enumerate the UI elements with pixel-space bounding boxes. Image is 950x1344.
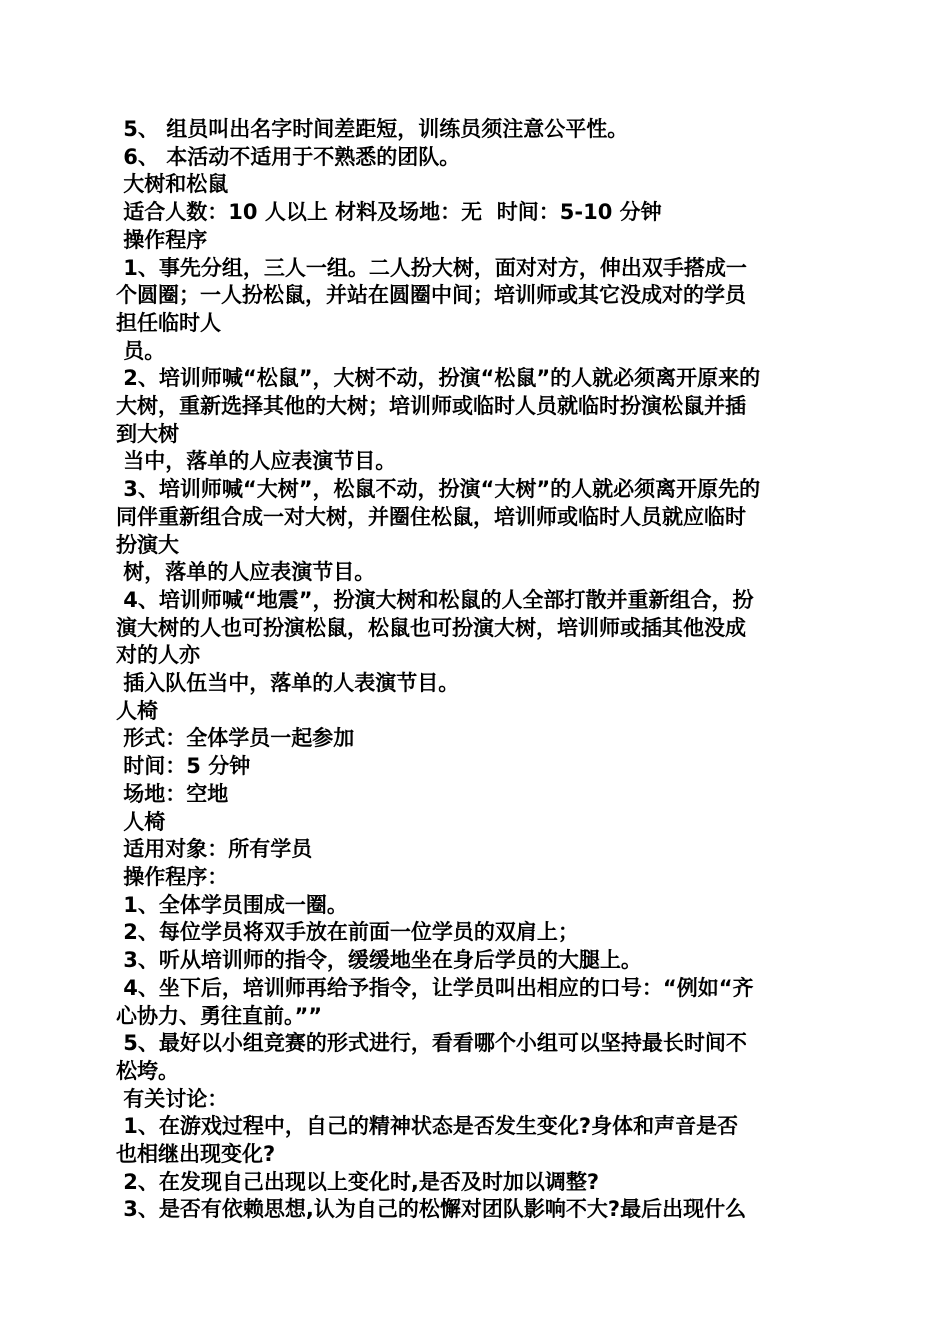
text-line: 适用对象：所有学员	[116, 837, 313, 862]
text-line: 插入队伍当中，落单的人表演节目。	[116, 671, 460, 696]
text-line: 树，落单的人应表演节目。	[116, 560, 376, 585]
text-line: 到大树	[116, 421, 179, 446]
text-line: 演大树的人也可扮演松鼠，松鼠也可扮演大树，培训师或插其他没成	[116, 615, 746, 640]
text-line: 时间：5 分钟	[116, 754, 251, 779]
text-line: 4、坐下后，培训师再给予指令，让学员叫出相应的口号：“例如“齐	[116, 975, 754, 1000]
text-line: 1、事先分组，三人一组。二人扮大树，面对对方，伸出双手搭成一	[116, 255, 747, 280]
section-heading: 大树和松鼠	[116, 172, 229, 197]
text-line: 6、 本活动不适用于不熟悉的团队。	[116, 144, 461, 169]
text-line: 当中，落单的人应表演节目。	[116, 449, 397, 474]
text-line: 形式：全体学员一起参加	[116, 726, 355, 751]
document-page	[116, 116, 841, 1224]
text-line: 员。	[116, 338, 166, 363]
text-line: 个圆圈；一人扮松鼠，并站在圆圈中间；培训师或其它没成对的学员	[116, 283, 746, 308]
text-line: 扮演大	[116, 532, 179, 557]
section-heading: 人椅	[116, 698, 158, 723]
text-line: 也相继出现变化?	[116, 1142, 276, 1167]
text-line: 1、在游戏过程中，自己的精神状态是否发生变化?身体和声音是否	[116, 1114, 739, 1139]
text-line: 2、在发现自己出现以上变化时,是否及时加以调整?	[116, 1169, 600, 1194]
subheading: 人椅	[116, 809, 166, 834]
text-line: 1、全体学员围成一圈。	[116, 892, 348, 917]
text-line: 3、是否有依赖思想,认为自己的松懈对团队影响不大?最后出现什么	[116, 1197, 747, 1222]
text-line: 心协力、勇往直前。””	[116, 1003, 323, 1028]
subheading: 有关讨论：	[116, 1086, 229, 1111]
text-line: 同伴重新组合成一对大树，并圈住松鼠，培训师或临时人员就应临时	[116, 504, 746, 529]
text-line: 5、 组员叫出名字时间差距短，训练员须注意公平性。	[116, 117, 629, 141]
subheading: 操作程序：	[116, 864, 229, 889]
subheading: 操作程序	[116, 227, 208, 252]
text-line: 2、培训师喊“松鼠”，大树不动，扮演“松鼠”的人就必须离开原来的	[116, 366, 761, 391]
text-line: 5、最好以小组竞赛的形式进行，看看哪个小组可以坚持最长时间不	[116, 1031, 747, 1056]
text-line: 松垮。	[116, 1058, 179, 1083]
text-line: 对的人亦	[116, 643, 200, 668]
text-line: 3、培训师喊“大树”，松鼠不动，扮演“大树”的人就必须离开原先的	[116, 477, 761, 502]
text-line: 大树，重新选择其他的大树；培训师或临时人员就临时扮演松鼠并插	[116, 394, 746, 419]
text-line: 适合人数：10 人以上 材料及场地：无 时间：5-10 分钟	[116, 200, 662, 225]
text-line: 担任临时人	[116, 310, 221, 335]
text-line: 4、培训师喊“地震”，扮演大树和松鼠的人全部打散并重新组合，扮	[116, 587, 754, 612]
text-line: 2、每位学员将双手放在前面一位学员的双肩上；	[116, 920, 579, 945]
text-line: 场地：空地	[116, 781, 229, 806]
text-line: 3、听从培训师的指令，缓缓地坐在身后学员的大腿上。	[116, 948, 642, 973]
